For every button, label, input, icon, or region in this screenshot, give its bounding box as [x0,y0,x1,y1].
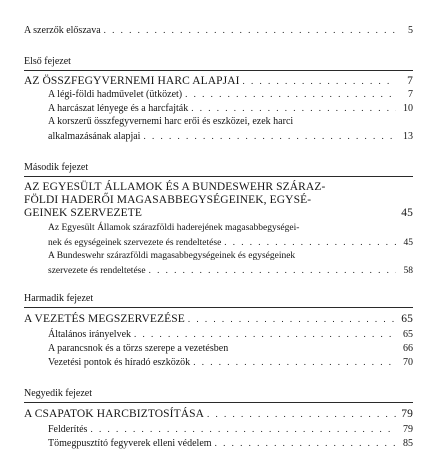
dot-leader [224,236,396,248]
page-number: 13 [403,131,413,142]
chapter-2-section-1 [48,236,413,249]
chapter-4-rule [24,402,413,403]
chapter-2-title-line-2: FÖLDI HADERŐI MAGASABBEGYSÉGEINEK, EGYSÉ- [24,194,312,206]
page-number: 58 [403,266,413,276]
chapter-4-heading: Negyedik fejezet [24,388,93,399]
page-number: 45 [403,238,413,248]
page-number: 70 [403,357,413,368]
dot-leader [104,24,396,36]
dot-leader [188,313,396,325]
chapter-title-text: A VEZETÉS MEGSZERVEZÉSE [24,313,185,325]
toc-entry-preface [24,24,413,37]
chapter-2-section-2-line-1: A Bundeswehr szárazföldi magasabbegységeinek és egységeinek [48,251,296,261]
section-title: Általános irányelvek [48,329,132,340]
dot-leader [149,264,396,276]
chapter-3-heading: Harmadik fejezet [24,293,94,304]
page-number: 5 [408,25,413,36]
dot-leader [191,102,396,114]
chapter-1-section-3-line-1: A korszerű összfegyvernemi harc erői és eszközei, ezek harci [48,116,294,127]
chapter-title-text: A CSAPATOK HARCBIZTOSÍTÁSA [24,408,205,420]
chapter-1-title [24,75,413,87]
chapter-1-heading: Első fejezet [24,56,71,67]
dot-leader [134,328,396,340]
chapter-3-title [24,313,413,325]
section-title: szervezete és rendeltetése [48,266,146,276]
chapter-title-text: AZ ÖSSZFEGYVERNEMI HARC ALAPJAI [24,75,240,87]
chapter-3-section-1 [48,328,413,341]
chapter-4-section-1 [48,423,413,436]
page-number: 65 [403,329,413,340]
page-number: 10 [403,103,413,114]
chapter-2-title [24,207,413,219]
section-title: A parancsnok és a törzs szerepe a vezetésben [48,343,229,354]
chapter-title-text: GEINEK SZERVEZETE [24,207,142,219]
entry-title: A szerzők előszava [24,25,101,36]
page-number: 66 [403,343,413,354]
chapter-1-section-1 [48,88,413,101]
dot-leader [185,88,396,100]
chapter-2-section-1-line-1: Az Egyesült Államok szárazföldi haderejének magasabbegységei- [48,223,300,233]
dot-leader [193,356,396,368]
chapter-1-section-2 [48,102,413,115]
section-title: Vezetési pontok és híradó eszközök [48,357,191,368]
page-number: 7 [407,75,413,87]
section-title: Felderítés [48,424,88,435]
section-title: nek és egységeinek szervezete és rendeltetése [48,238,222,248]
dot-leader [143,130,396,142]
page-number: 45 [401,207,413,219]
chapter-4-section-2 [48,437,413,450]
page-number: 65 [401,313,413,325]
page-number: 7 [408,89,413,100]
section-title: A légi-földi hadművelet (ütközet) [48,89,183,100]
dot-leader [207,408,396,420]
chapter-4-title [24,408,413,420]
section-title: alkalmazásának alapjai [48,131,141,142]
chapter-2-rule [24,176,413,177]
section-title: Tömegpusztító fegyverek elleni védelem [48,438,212,449]
chapter-2-title-line-1: AZ EGYESÜLT ÁLLAMOK ÉS A BUNDESWEHR SZÁRAZ- [24,181,326,193]
chapter-3-section-3 [48,356,413,369]
page-number: 85 [403,438,413,449]
chapter-1-section-3 [48,130,413,143]
section-title: A harcászat lényege és a harcfajták [48,103,189,114]
dot-leader [90,423,396,435]
chapter-3-rule [24,307,413,308]
chapter-2-section-2 [48,264,413,277]
chapter-2-heading: Második fejezet [24,162,89,173]
dot-leader [243,75,396,87]
dot-leader [215,437,396,449]
chapter-1-rule [24,70,413,71]
page-number: 79 [401,408,413,420]
page-number: 79 [403,424,413,435]
chapter-3-section-2 [48,342,413,355]
